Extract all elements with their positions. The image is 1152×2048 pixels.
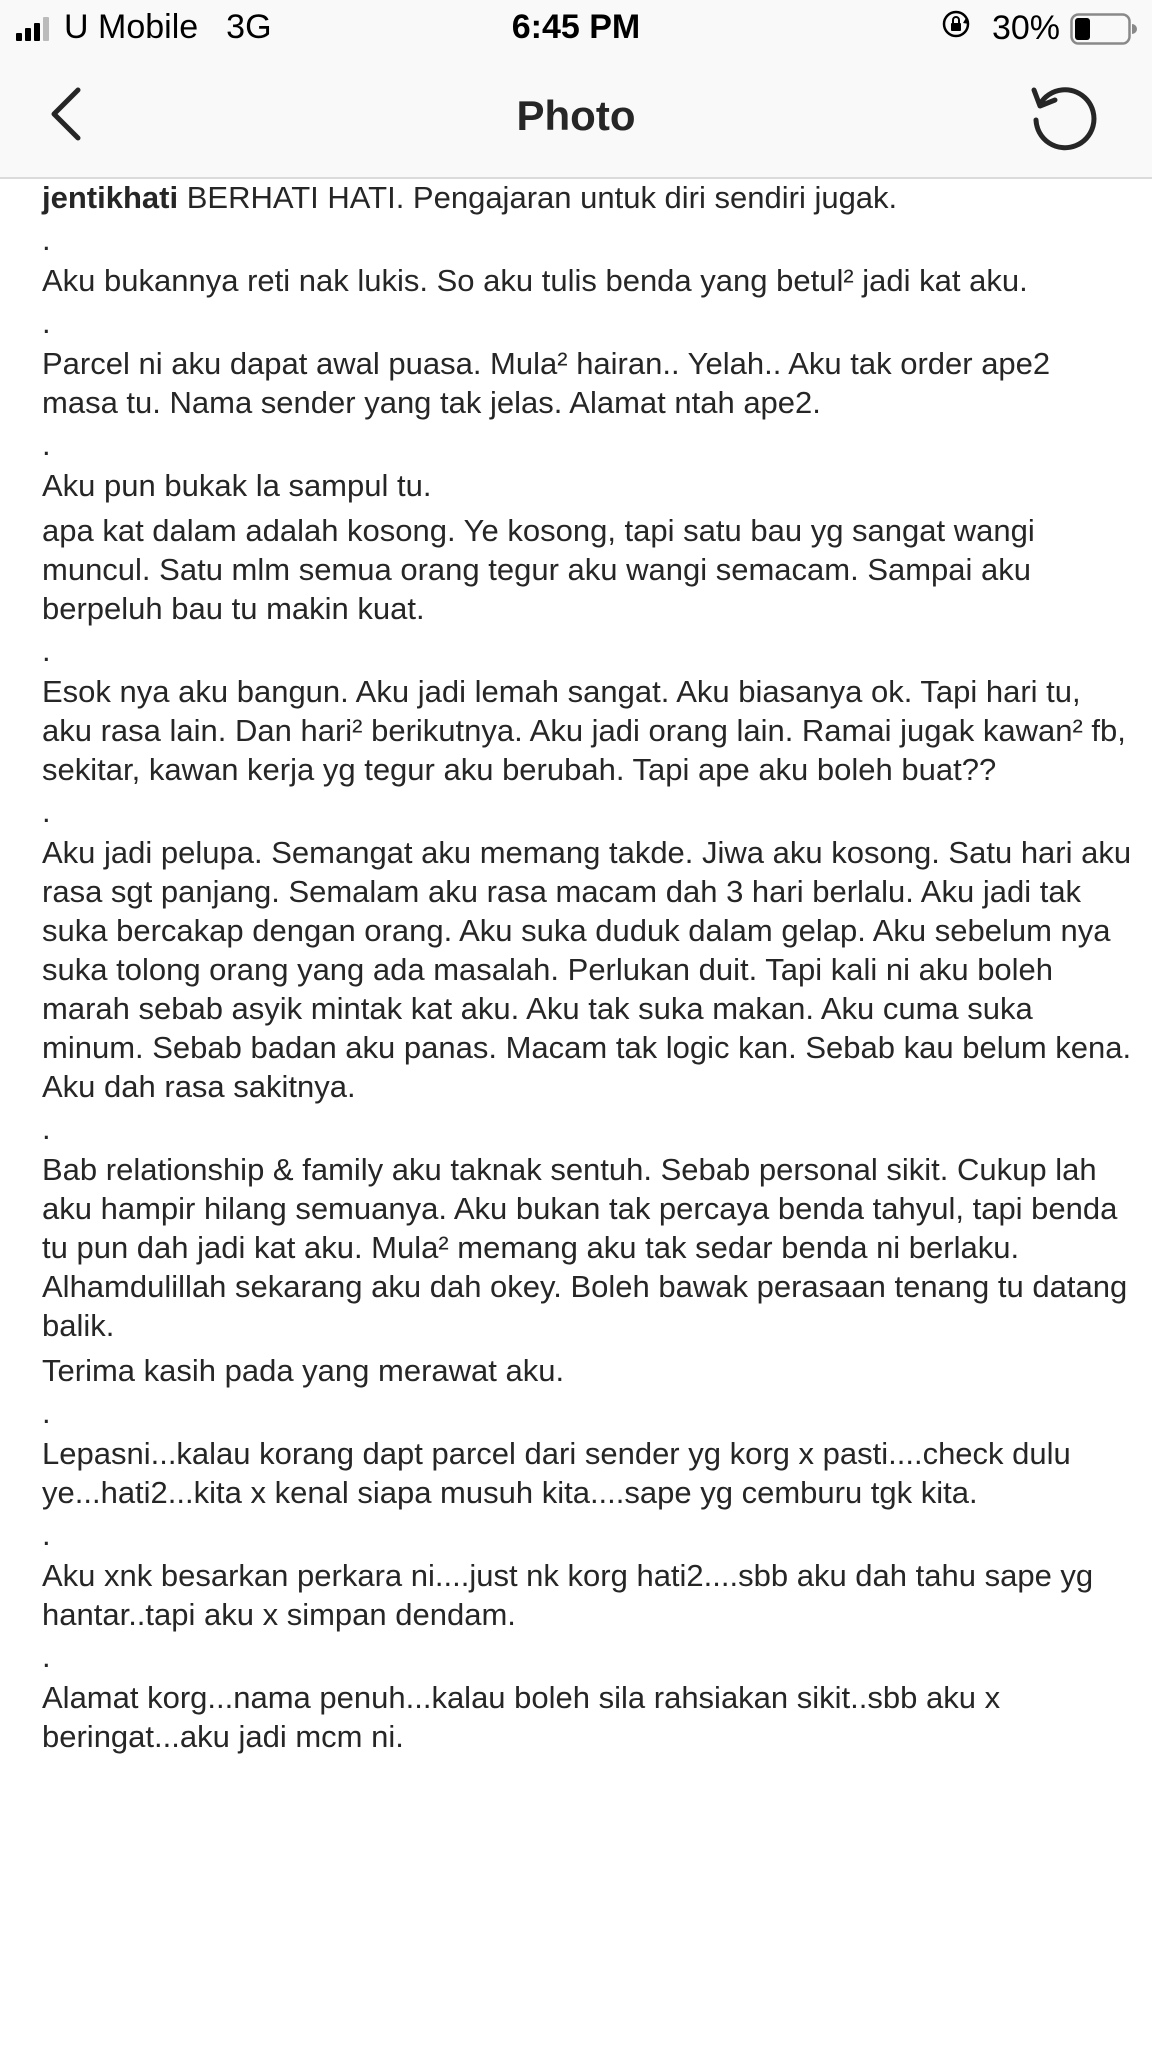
caption-separator: . xyxy=(42,1111,51,1146)
battery-percent: 30% xyxy=(991,9,1060,47)
caption-paragraph: Parcel ni aku dapat awal puasa. Mula² hairan.. Yelah.. Aku tak order ape2 masa tu. Nama sender yang tak jelas. Alamat ntah ape2. xyxy=(42,346,1051,420)
caption-separator: . xyxy=(42,222,51,257)
caption-paragraph: Aku xnk besarkan perkara ni....just nk korg hati2....sbb aku dah tahu sape yg hantar..tapi aku x simpan dendam. xyxy=(42,1558,1094,1632)
status-time: 6:45 PM xyxy=(511,8,641,46)
caption-paragraph: Aku pun bukak la sampul tu. xyxy=(42,468,432,503)
caption-separator: . xyxy=(42,305,51,340)
caption-separator: . xyxy=(42,1639,51,1674)
carrier-name: U Mobile xyxy=(64,8,199,46)
refresh-icon[interactable] xyxy=(1026,80,1102,156)
post-username[interactable]: jentikhati xyxy=(42,180,179,215)
caption-separator: . xyxy=(42,1517,51,1552)
status-right xyxy=(940,8,1138,49)
caption-paragraph: Alamat korg...nama penuh...kalau boleh sila rahsiakan sikit..sbb aku x beringat...aku jadi mcm ni. xyxy=(42,1680,1001,1754)
network-type: 3G xyxy=(226,8,272,46)
page-title: Photo xyxy=(516,92,636,139)
caption-paragraph: Aku jadi pelupa. Semangat aku memang takde. Jiwa aku kosong. Satu hari aku rasa sgt panjang. Semalam aku rasa macam dah 3 hari berlalu. Aku jadi tak suka bercakap dengan orang. Aku suka duduk dalam gelap. Aku sebelum nya suka tolong orang yang ada masalah. Perlukan duit. Tapi kali ni aku boleh marah sebab asyik mintak kat aku. Aku tak suka makan. Aku cuma suka minum. Sebab badan aku panas. Macam tak logic kan. Sebab kau belum kena. Aku dah rasa sakitnya. xyxy=(42,835,1132,1104)
nav-bar xyxy=(0,62,1152,179)
caption-separator: . xyxy=(42,794,51,829)
caption-paragraph: Terima kasih pada yang merawat aku. xyxy=(42,1353,565,1388)
caption-paragraph: apa kat dalam adalah kosong. Ye kosong, tapi satu bau yg sangat wangi muncul. Satu mlm semua orang tegur aku wangi semacam. Sampai aku berpeluh bau tu makin kuat. xyxy=(42,513,1035,626)
orientation-lock-icon xyxy=(940,8,972,49)
caption-first-line xyxy=(42,178,1132,217)
caption-paragraph: Aku bukannya reti nak lukis. So aku tulis benda yang betul² jadi kat aku. xyxy=(42,263,1028,298)
caption-paragraph: Esok nya aku bangun. Aku jadi lemah sangat. Aku biasanya ok. Tapi hari tu, aku rasa lain. Dan hari² berikutnya. Aku jadi orang lain. Ramai jugak kawan² fb, sekitar, kawan kerja yg tegur aku berubah. Tapi ape aku boleh buat?? xyxy=(42,674,1126,787)
caption-paragraph: BERHATI HATI. Pengajaran untuk diri sendiri jugak. xyxy=(186,180,898,215)
status-bar xyxy=(0,0,1152,62)
caption-separator: . xyxy=(42,427,51,462)
caption-separator: . xyxy=(42,633,51,668)
battery-icon xyxy=(1070,13,1138,45)
caption-paragraph: Bab relationship & family aku taknak sentuh. Sebab personal sikit. Cukup lah aku hampir hilang semuanya. Aku bukan tak percaya benda tahyul, tapi benda tu pun dah jadi kat aku. Mula² memang aku tak sedar benda ni berlaku. Alhamdulillah sekarang aku dah okey. Boleh bawak perasaan tenang tu datang balik. xyxy=(42,1152,1128,1343)
caption-paragraph: Lepasni...kalau korang dapt parcel dari sender yg korg x pasti....check dulu ye...hati2...kita x kenal siapa musuh kita....sape yg cemburu tgk kita. xyxy=(42,1436,1071,1510)
post-caption xyxy=(42,178,1132,1756)
caption-separator: . xyxy=(42,1395,51,1430)
